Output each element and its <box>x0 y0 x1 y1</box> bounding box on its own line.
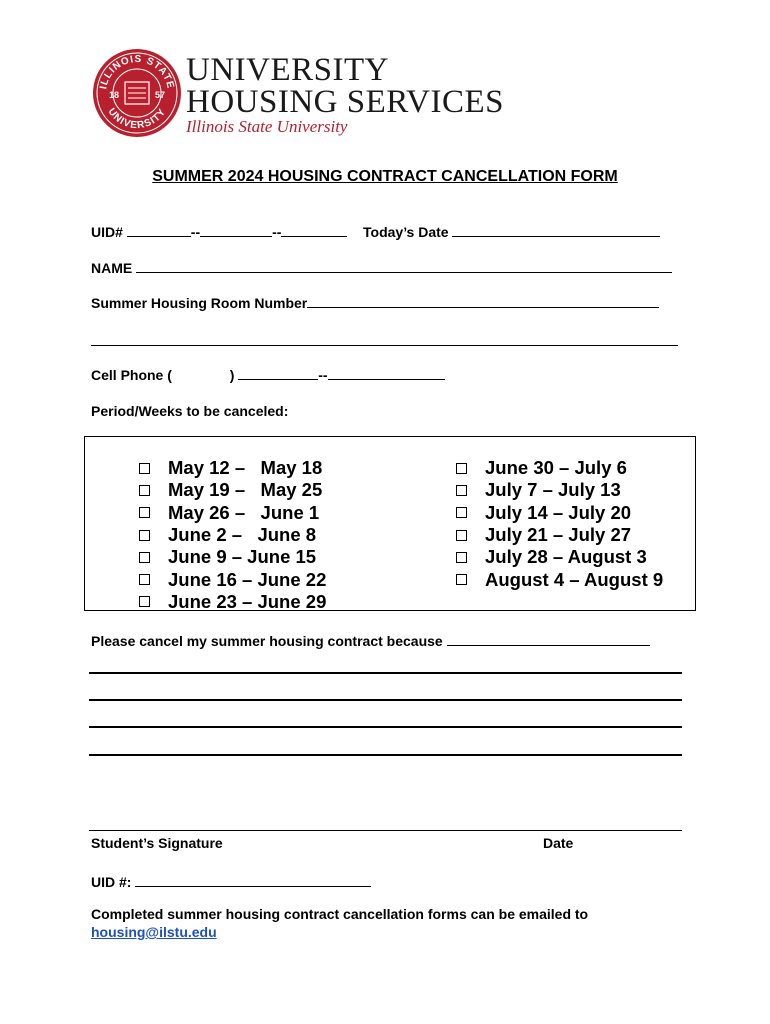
reason-line-2[interactable] <box>89 699 682 701</box>
phone-line-field[interactable] <box>328 366 445 380</box>
room-number-label: Summer Housing Room Number <box>91 295 308 311</box>
weeks-selection-box <box>84 436 696 611</box>
bottom-uid-field[interactable] <box>135 873 371 887</box>
week-option[interactable] <box>456 524 663 546</box>
week-option[interactable] <box>139 502 326 524</box>
week-option[interactable] <box>139 568 326 590</box>
reason-line-3[interactable] <box>89 726 682 728</box>
uid-label: UID# <box>91 224 123 240</box>
checkbox[interactable] <box>139 507 150 518</box>
week-label: July 21 – July 27 <box>485 524 632 546</box>
week-option[interactable] <box>456 546 663 568</box>
phone-paren-close: ) <box>229 367 235 383</box>
checkbox[interactable] <box>456 574 467 585</box>
footer-note: Completed summer housing contract cancellation forms can be emailed to <box>91 906 589 922</box>
seal-year-right: 57 <box>155 90 166 100</box>
week-label: August 4 – August 9 <box>485 568 664 590</box>
checkbox[interactable] <box>456 530 467 541</box>
checkbox[interactable] <box>139 463 150 474</box>
week-option[interactable] <box>139 546 326 568</box>
checkbox[interactable] <box>456 463 467 474</box>
form-title: SUMMER 2024 HOUSING CONTRACT CANCELLATION FORM <box>152 168 618 185</box>
logo-line-university: UNIVERSITY <box>186 52 389 88</box>
checkbox[interactable] <box>456 552 467 563</box>
seal-bottom-text: UNIVERSITY <box>105 106 169 132</box>
checkbox[interactable] <box>139 485 150 496</box>
reason-line-1[interactable] <box>89 672 682 674</box>
reason-line-4[interactable] <box>89 754 682 756</box>
week-option[interactable] <box>139 457 326 479</box>
name-field[interactable] <box>136 259 672 273</box>
uid-row <box>91 223 347 241</box>
phone-prefix-field[interactable] <box>238 366 318 380</box>
week-option[interactable] <box>139 479 326 501</box>
uid-separator-1: -- <box>190 224 201 240</box>
week-label: June 2 – June 8 <box>168 524 317 546</box>
week-label: June 9 – June 15 <box>168 546 317 568</box>
todays-date-label: Today’s Date <box>363 224 449 240</box>
checkbox[interactable] <box>456 485 467 496</box>
signature-line[interactable] <box>89 830 682 831</box>
seal-year-left: 18 <box>109 90 120 100</box>
email-link[interactable]: housing@ilstu.edu <box>91 924 217 940</box>
reason-field[interactable] <box>447 632 650 646</box>
reason-row <box>91 632 650 650</box>
bottom-uid-row <box>91 873 371 891</box>
checkbox[interactable] <box>456 507 467 518</box>
week-label: May 12 – May 18 <box>168 457 323 479</box>
phone-label: Cell Phone ( <box>91 367 172 383</box>
uid-part3-field[interactable] <box>281 223 347 237</box>
week-option[interactable] <box>456 457 663 479</box>
period-label: Period/Weeks to be canceled: <box>91 403 289 419</box>
room-row <box>91 294 659 312</box>
date-row <box>363 223 660 241</box>
week-label: July 14 – July 20 <box>485 501 632 523</box>
room-number-field[interactable] <box>307 294 659 308</box>
week-option[interactable] <box>456 479 663 501</box>
name-row <box>91 259 672 277</box>
uid-separator-2: -- <box>272 224 282 240</box>
weeks-right-column <box>456 457 663 591</box>
checkbox[interactable] <box>139 596 150 607</box>
week-label: May 19 – May 25 <box>168 479 323 501</box>
footer-email-row <box>91 923 217 941</box>
checkbox[interactable] <box>139 552 150 563</box>
seal-top-text: ILLINOIS STATE <box>98 53 176 91</box>
checkbox[interactable] <box>139 530 150 541</box>
weeks-left-column <box>139 457 326 613</box>
week-label: July 28 – August 3 <box>485 546 647 568</box>
todays-date-field[interactable] <box>452 223 660 237</box>
week-option[interactable] <box>456 568 663 590</box>
week-option[interactable] <box>456 502 663 524</box>
name-label: NAME <box>91 260 133 276</box>
phone-separator: -- <box>318 367 328 383</box>
week-label: June 16 – June 22 <box>168 568 327 590</box>
logo-line-housing-services: HOUSING SERVICES <box>186 84 504 120</box>
week-option[interactable] <box>139 591 326 613</box>
phone-row <box>91 366 445 384</box>
week-label: July 7 – July 13 <box>485 479 621 501</box>
room-number-extra-line[interactable] <box>91 345 678 346</box>
bottom-uid-label: UID #: <box>91 874 132 890</box>
signature-date-label: Date <box>543 835 574 851</box>
university-seal <box>92 48 182 138</box>
uid-part1-field[interactable] <box>127 223 191 237</box>
week-label: June 23 – June 29 <box>168 590 327 612</box>
reason-label: Please cancel my summer housing contract because <box>91 633 443 649</box>
checkbox[interactable] <box>139 574 150 585</box>
uid-part2-field[interactable] <box>200 223 272 237</box>
week-option[interactable] <box>139 524 326 546</box>
logo-subtitle: Illinois State University <box>186 117 348 136</box>
student-signature-label: Student’s Signature <box>91 835 223 851</box>
week-label: May 26 – June 1 <box>168 501 320 523</box>
week-label: June 30 – July 6 <box>485 457 627 479</box>
